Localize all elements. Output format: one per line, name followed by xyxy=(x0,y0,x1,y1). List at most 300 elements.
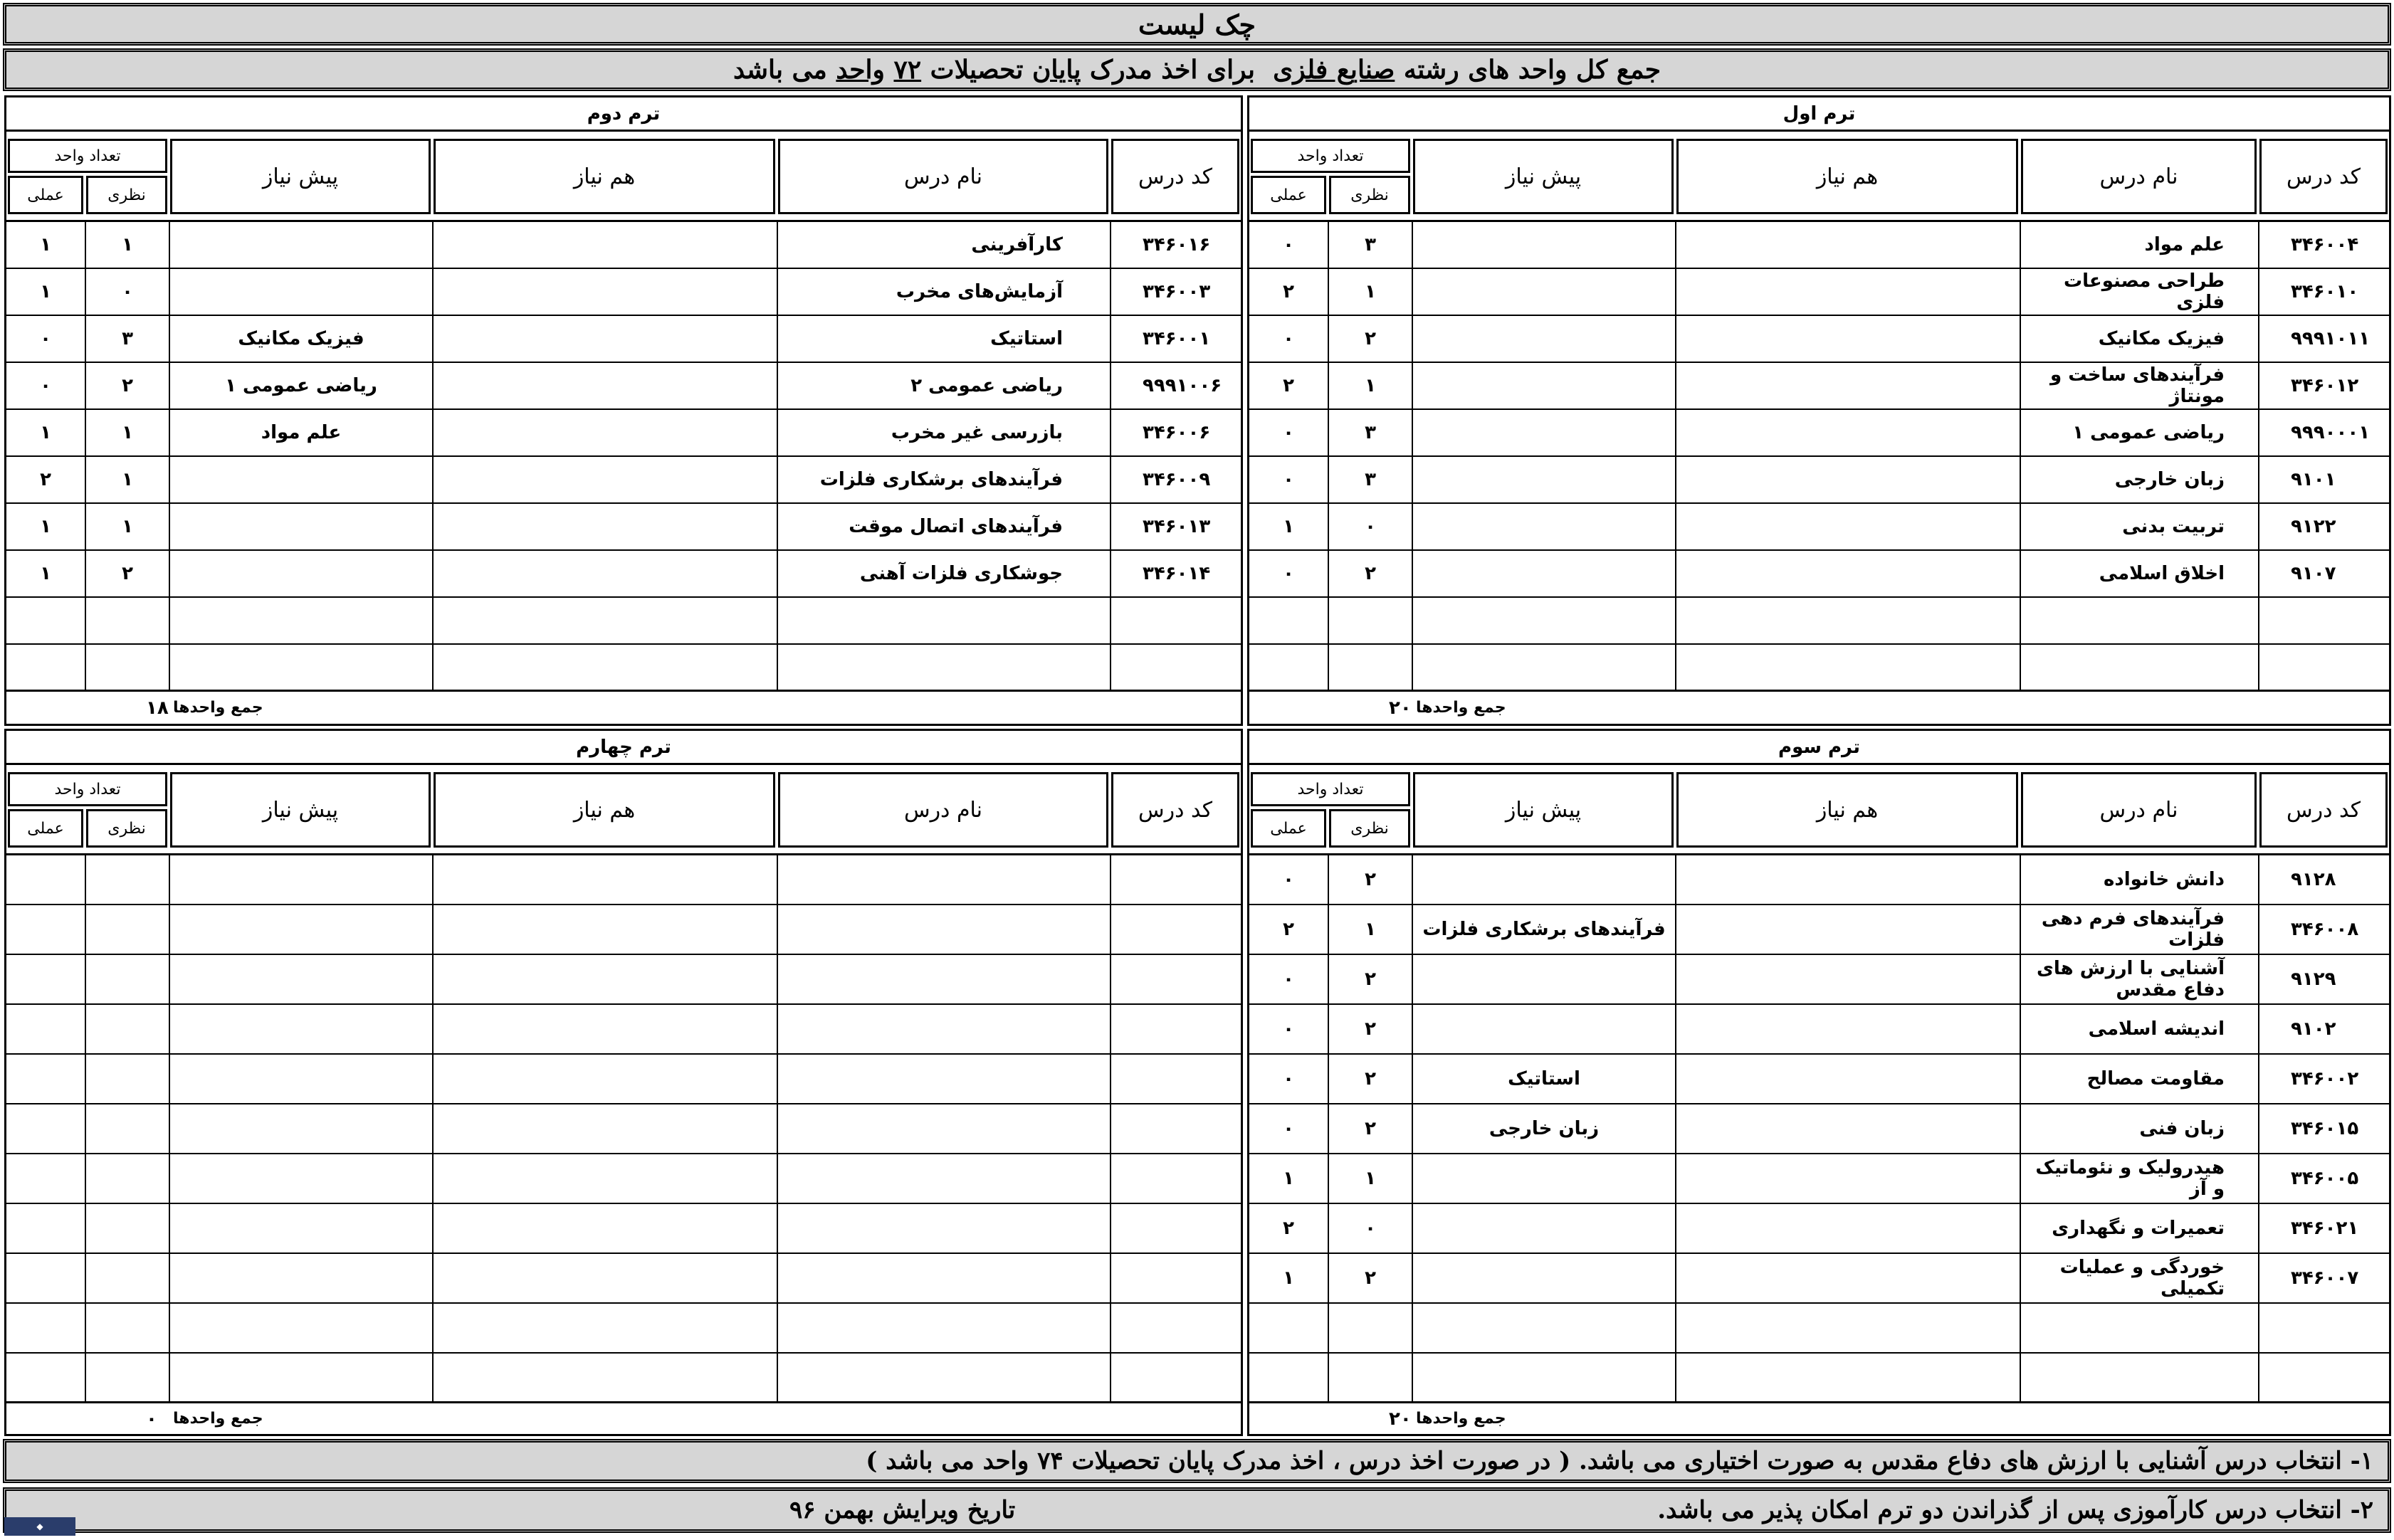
table-row xyxy=(1249,955,2389,1005)
table-row xyxy=(6,1354,1241,1403)
cell-name xyxy=(777,1354,1110,1402)
cell-theory: ۲ xyxy=(1328,1104,1412,1153)
table-row xyxy=(1249,1254,2389,1304)
total-value: ۰ xyxy=(146,1408,157,1430)
cell-theory xyxy=(85,1154,169,1203)
subtitle-pre: جمع کل واحد های رشته xyxy=(1403,55,1661,85)
cell-theory: ۰ xyxy=(1328,1204,1412,1252)
cell-prereq xyxy=(169,1204,432,1252)
cell-name xyxy=(777,1104,1110,1153)
total-value: ۲۰ xyxy=(1389,1408,1412,1430)
cell-code xyxy=(2258,1304,2389,1352)
cell-prereq xyxy=(1412,1254,1675,1302)
cell-name: فرآیندهای فرم دهی فلزات xyxy=(2020,905,2258,954)
table-row xyxy=(6,1104,1241,1154)
header-coreq: هم نیاز xyxy=(434,139,775,214)
table-row xyxy=(1249,855,2389,905)
subtitle-degree: پایان xyxy=(1031,55,1081,85)
cell-name xyxy=(777,1154,1110,1203)
table-row xyxy=(1249,457,2389,504)
cell-theory: ۰ xyxy=(85,269,169,315)
cell-prereq xyxy=(1412,316,1675,362)
cell-code xyxy=(1110,1304,1241,1352)
header-prereq: پیش نیاز xyxy=(1413,772,1674,848)
cell-prereq xyxy=(169,645,432,690)
cell-practical: ۰ xyxy=(1283,1018,1294,1040)
cell-name: تعمیرات و نگهداری xyxy=(2020,1204,2258,1252)
total-row xyxy=(6,690,1241,724)
cell-practical: ۰ xyxy=(1283,422,1294,443)
cell-theory: ۲ xyxy=(1328,316,1412,362)
cell-coreq xyxy=(432,1154,777,1203)
cell-practical xyxy=(1249,598,1328,643)
cell-prereq xyxy=(169,504,432,549)
subtitle-unit: واحد xyxy=(836,55,885,85)
note-bar-2 xyxy=(3,1487,2391,1533)
cell-coreq xyxy=(1675,457,2020,502)
cell-coreq xyxy=(1675,598,2020,643)
table-row xyxy=(6,955,1241,1005)
header-prereq: پیش نیاز xyxy=(170,139,431,214)
header-coreq: هم نیاز xyxy=(434,772,775,848)
cell-coreq xyxy=(1675,410,2020,455)
cell-coreq xyxy=(432,905,777,954)
cell-practical: ۲ xyxy=(40,469,51,490)
cell-practical: ۰ xyxy=(1283,469,1294,490)
cell-practical xyxy=(1249,1304,1328,1352)
cell-theory: ۱ xyxy=(85,457,169,502)
cell-prereq xyxy=(169,222,432,268)
cell-code: ۳۴۶۰۱۰ xyxy=(2258,269,2389,315)
cell-name xyxy=(2020,645,2258,690)
cell-coreq xyxy=(432,269,777,315)
table-row xyxy=(1249,504,2389,551)
cell-coreq xyxy=(432,1005,777,1053)
site-logo: ◆ xyxy=(4,1517,75,1536)
cell-name: آزمایش‌های مخرب xyxy=(777,269,1110,315)
cell-name xyxy=(777,1055,1110,1103)
cell-theory: ۲ xyxy=(1328,551,1412,596)
cell-prereq xyxy=(1412,1354,1675,1402)
table-row xyxy=(6,1304,1241,1354)
table-row xyxy=(6,269,1241,316)
cell-prereq xyxy=(1412,855,1675,904)
cell-name: علم مواد xyxy=(2020,222,2258,268)
cell-coreq xyxy=(432,316,777,362)
cell-name: هیدرولیک و نئوماتیک و آز xyxy=(2020,1154,2258,1203)
cell-code xyxy=(1110,1104,1241,1153)
cell-theory: ۳ xyxy=(1328,410,1412,455)
cell-code: ۹۱۰۷ xyxy=(2258,551,2389,596)
cell-theory: ۳ xyxy=(1328,457,1412,502)
cell-coreq xyxy=(1675,1154,2020,1203)
header-code: کد درس xyxy=(1111,139,1239,214)
total-label: جمع واحدها xyxy=(173,699,263,717)
cell-name xyxy=(2020,1354,2258,1402)
term-title: ترم دوم xyxy=(6,97,1241,132)
page-subtitle xyxy=(733,55,1661,85)
total-label: جمع واحدها xyxy=(1416,699,1506,717)
table-row xyxy=(1249,1005,2389,1055)
cell-theory xyxy=(1328,1304,1412,1352)
table-row xyxy=(1249,1204,2389,1254)
header-name: نام درس xyxy=(778,139,1108,214)
cell-practical: ۲ xyxy=(1283,1218,1294,1239)
cell-coreq xyxy=(432,855,777,904)
table-row xyxy=(1249,551,2389,598)
cell-name: دانش خانواده xyxy=(2020,855,2258,904)
cell-practical xyxy=(6,1204,85,1252)
cell-name: مقاومت مصالح xyxy=(2020,1055,2258,1103)
table-row xyxy=(1249,222,2389,269)
cell-prereq xyxy=(169,1304,432,1352)
cell-prereq xyxy=(169,1055,432,1103)
cell-prereq: استاتیک xyxy=(1412,1055,1675,1103)
cell-code: ۳۴۶۰۰۱ xyxy=(1110,316,1241,362)
cell-name: فرآیندهای ساخت و مونتاژ xyxy=(2020,363,2258,408)
title-bar xyxy=(3,3,2391,46)
cell-practical xyxy=(6,905,85,954)
cell-name xyxy=(777,955,1110,1003)
subtitle-mid: برای اخذ مدرک xyxy=(1089,55,1255,85)
header-practical: عملی xyxy=(1251,809,1326,848)
cell-practical xyxy=(6,1354,85,1402)
cell-theory xyxy=(85,1304,169,1352)
term-table xyxy=(1249,853,2389,1401)
cell-theory xyxy=(85,905,169,954)
cell-theory: ۱ xyxy=(1328,269,1412,315)
cell-theory: ۲ xyxy=(1328,1055,1412,1103)
cell-prereq xyxy=(169,551,432,596)
cell-code: ۹۹۹۱۰۱۱ xyxy=(2258,316,2389,362)
cell-theory: ۱ xyxy=(1328,363,1412,408)
cell-coreq xyxy=(432,410,777,455)
cell-theory xyxy=(85,598,169,643)
cell-code: ۳۴۶۰۰۶ xyxy=(1110,410,1241,455)
cell-coreq xyxy=(1675,645,2020,690)
term-section xyxy=(1247,729,2391,1436)
cell-theory xyxy=(85,1005,169,1053)
table-row xyxy=(1249,1354,2389,1403)
table-row xyxy=(1249,1304,2389,1354)
term-section xyxy=(4,95,1243,726)
cell-code: ۹۱۰۱ xyxy=(2258,457,2389,502)
cell-prereq xyxy=(169,855,432,904)
table-row xyxy=(1249,905,2389,955)
cell-name xyxy=(777,645,1110,690)
cell-name: آشنایی با ارزش های دفاع مقدس xyxy=(2020,955,2258,1003)
cell-coreq xyxy=(432,504,777,549)
cell-prereq xyxy=(1412,1154,1675,1203)
cell-practical: ۰ xyxy=(1283,1118,1294,1139)
cell-prereq: زبان خارجی xyxy=(1412,1104,1675,1153)
table-row xyxy=(6,1005,1241,1055)
table-row xyxy=(1249,1154,2389,1204)
cell-practical: ۱ xyxy=(1283,1267,1294,1289)
cell-prereq xyxy=(169,1154,432,1203)
cell-practical: ۰ xyxy=(1283,563,1294,584)
cell-name: فرآیندهای برشکاری فلزات xyxy=(777,457,1110,502)
cell-prereq xyxy=(169,1104,432,1153)
cell-prereq xyxy=(169,1005,432,1053)
cell-prereq: علم مواد xyxy=(169,410,432,455)
cell-prereq xyxy=(1412,955,1675,1003)
cell-prereq xyxy=(1412,645,1675,690)
cell-name xyxy=(2020,598,2258,643)
cell-code: ۳۴۶۰۰۵ xyxy=(2258,1154,2389,1203)
header-coreq: هم نیاز xyxy=(1676,772,2018,848)
cell-practical: ۱ xyxy=(1283,516,1294,537)
cell-prereq: فرآیندهای برشکاری فلزات xyxy=(1412,905,1675,954)
total-row xyxy=(6,1401,1241,1434)
table-row xyxy=(1249,363,2389,410)
total-row xyxy=(1249,690,2389,724)
cell-code: ۹۱۰۲ xyxy=(2258,1005,2389,1053)
cell-name xyxy=(777,1304,1110,1352)
cell-code: ۳۴۶۰۱۴ xyxy=(1110,551,1241,596)
subtitle-num: ۷۲ xyxy=(893,55,922,85)
note-2: ۲- انتخاب درس کارآموزی پس از گذراندن دو ترم امکان پذیر می باشد. xyxy=(1657,1496,2373,1524)
header-code: کد درس xyxy=(2259,139,2388,214)
cell-name xyxy=(2020,1304,2258,1352)
cell-prereq xyxy=(169,269,432,315)
note-1: ۱- انتخاب درس آشنایی با ارزش های دفاع مقدس به صورت اختیاری می باشد. ( در صورت اخذ درس ، اخذ مدرک پایان تحصیلات ۷۴ واحد می باشد ) xyxy=(866,1447,2373,1475)
header-name: نام درس xyxy=(778,772,1108,848)
cell-code xyxy=(1110,1254,1241,1302)
cell-name xyxy=(777,1204,1110,1252)
cell-coreq xyxy=(1675,855,2020,904)
cell-prereq xyxy=(1412,269,1675,315)
cell-name xyxy=(777,1005,1110,1053)
table-row xyxy=(6,222,1241,269)
cell-theory xyxy=(85,1354,169,1402)
cell-coreq xyxy=(1675,504,2020,549)
cell-prereq xyxy=(1412,551,1675,596)
cell-prereq xyxy=(169,905,432,954)
cell-code xyxy=(1110,598,1241,643)
header-code: کد درس xyxy=(1111,772,1239,848)
cell-practical: ۱ xyxy=(40,563,51,584)
cell-name: کارآفرینی xyxy=(777,222,1110,268)
cell-coreq xyxy=(1675,1354,2020,1402)
cell-code xyxy=(1110,1154,1241,1203)
header-theory: نظری xyxy=(1329,809,1410,848)
cell-practical xyxy=(6,1104,85,1153)
cell-code xyxy=(1110,1005,1241,1053)
cell-name: بازرسی غیر مخرب xyxy=(777,410,1110,455)
cell-coreq xyxy=(432,363,777,408)
cell-code: ۳۴۶۰۱۶ xyxy=(1110,222,1241,268)
cell-name xyxy=(777,855,1110,904)
header-units: تعداد واحد xyxy=(1251,139,1410,173)
cell-theory xyxy=(85,1104,169,1153)
table-row xyxy=(1249,1104,2389,1154)
term-table xyxy=(6,220,1241,690)
cell-theory xyxy=(85,955,169,1003)
cell-code xyxy=(1110,1204,1241,1252)
term-table xyxy=(6,853,1241,1401)
header-prereq: پیش نیاز xyxy=(170,772,431,848)
cell-name: جوشکاری فلزات آهنی xyxy=(777,551,1110,596)
table-row xyxy=(6,551,1241,598)
header-units: تعداد واحد xyxy=(8,772,167,806)
cell-theory: ۱ xyxy=(1328,1154,1412,1203)
cell-practical xyxy=(6,1254,85,1302)
cell-code: ۹۱۲۹ xyxy=(2258,955,2389,1003)
term-title: ترم چهارم xyxy=(6,731,1241,765)
cell-name: ریاضی عمومی ۱ xyxy=(2020,410,2258,455)
header-units: تعداد واحد xyxy=(1251,772,1410,806)
cell-prereq xyxy=(1412,598,1675,643)
header-theory: نظری xyxy=(86,809,167,848)
cell-coreq xyxy=(1675,1204,2020,1252)
cell-coreq xyxy=(1675,1055,2020,1103)
cell-prereq xyxy=(1412,363,1675,408)
cell-code xyxy=(1110,1354,1241,1402)
header-coreq: هم نیاز xyxy=(1676,139,2018,214)
subtitle-field: صنایع فلزی xyxy=(1273,55,1395,85)
page-title: چک لیست xyxy=(1138,8,1256,41)
cell-code xyxy=(2258,1354,2389,1402)
table-row xyxy=(6,645,1241,692)
table-row xyxy=(1249,645,2389,692)
cell-theory: ۱ xyxy=(85,504,169,549)
cell-prereq xyxy=(1412,222,1675,268)
cell-name: خوردگی و عملیات تکمیلی xyxy=(2020,1254,2258,1302)
cell-name xyxy=(777,598,1110,643)
cell-code xyxy=(1110,1055,1241,1103)
total-label: جمع واحدها xyxy=(1416,1410,1506,1428)
cell-code xyxy=(1110,955,1241,1003)
term-table xyxy=(1249,220,2389,690)
cell-practical: ۰ xyxy=(1283,328,1294,349)
cell-theory: ۲ xyxy=(1328,1005,1412,1053)
table-row xyxy=(6,363,1241,410)
cell-coreq xyxy=(432,222,777,268)
cell-code: ۳۴۶۰۱۵ xyxy=(2258,1104,2389,1153)
cell-code xyxy=(1110,855,1241,904)
cell-coreq xyxy=(432,1204,777,1252)
cell-practical: ۰ xyxy=(40,328,51,349)
cell-practical: ۰ xyxy=(1283,234,1294,255)
cell-practical xyxy=(6,1005,85,1053)
header-theory: نظری xyxy=(86,176,167,214)
cell-name: ریاضی عمومی ۲ xyxy=(777,363,1110,408)
cell-coreq xyxy=(1675,222,2020,268)
cell-theory: ۱ xyxy=(85,410,169,455)
cell-practical: ۱ xyxy=(40,234,51,255)
cell-prereq: فیزیک مکانیک xyxy=(169,316,432,362)
cell-coreq xyxy=(432,955,777,1003)
cell-name: استاتیک xyxy=(777,316,1110,362)
cell-name: فرآیندهای اتصال موقت xyxy=(777,504,1110,549)
cell-practical xyxy=(6,1304,85,1352)
cell-prereq xyxy=(169,598,432,643)
table-row xyxy=(6,1154,1241,1204)
cell-theory xyxy=(85,645,169,690)
term-title: ترم سوم xyxy=(1249,731,2389,765)
cell-theory: ۲ xyxy=(1328,955,1412,1003)
cell-code: ۹۹۹۱۰۰۶ xyxy=(1110,363,1241,408)
cell-prereq xyxy=(1412,504,1675,549)
cell-practical: ۲ xyxy=(1283,375,1294,396)
table-row xyxy=(6,905,1241,955)
cell-code: ۳۴۶۰۰۳ xyxy=(1110,269,1241,315)
cell-coreq xyxy=(1675,1254,2020,1302)
cell-prereq xyxy=(1412,1304,1675,1352)
cell-code: ۳۴۶۰۰۲ xyxy=(2258,1055,2389,1103)
header-prereq: پیش نیاز xyxy=(1413,139,1674,214)
cell-coreq xyxy=(1675,1104,2020,1153)
cell-coreq xyxy=(1675,1304,2020,1352)
cell-theory: ۲ xyxy=(1328,855,1412,904)
term-section xyxy=(1247,95,2391,726)
cell-code: ۹۹۹۰۰۰۱ xyxy=(2258,410,2389,455)
table-row xyxy=(6,410,1241,457)
cell-practical: ۰ xyxy=(40,375,51,396)
cell-prereq xyxy=(169,1354,432,1402)
table-row xyxy=(6,1254,1241,1304)
cell-coreq xyxy=(432,1304,777,1352)
cell-theory: ۲ xyxy=(85,363,169,408)
cell-practical: ۱ xyxy=(1283,1168,1294,1189)
total-label: جمع واحدها xyxy=(173,1410,263,1428)
table-row xyxy=(6,316,1241,363)
header-practical: عملی xyxy=(8,176,83,214)
cell-name: طراحی مصنوعات فلزی xyxy=(2020,269,2258,315)
cell-name: تربیت بدنی xyxy=(2020,504,2258,549)
cell-practical: ۰ xyxy=(1283,869,1294,890)
cell-theory xyxy=(85,1055,169,1103)
cell-name: اخلاق اسلامی xyxy=(2020,551,2258,596)
header-code: کد درس xyxy=(2259,772,2388,848)
total-row xyxy=(1249,1401,2389,1434)
cell-practical: ۰ xyxy=(1283,969,1294,990)
cell-prereq xyxy=(1412,1005,1675,1053)
header-practical: عملی xyxy=(8,809,83,848)
cell-code: ۹۱۲۲ xyxy=(2258,504,2389,549)
subtitle-mid2: تحصیلات xyxy=(930,55,1024,85)
cell-name: زبان فنی xyxy=(2020,1104,2258,1153)
cell-practical: ۲ xyxy=(1283,281,1294,302)
cell-practical xyxy=(6,645,85,690)
cell-code xyxy=(2258,598,2389,643)
cell-code xyxy=(1110,645,1241,690)
cell-theory xyxy=(85,1204,169,1252)
header-name: نام درس xyxy=(2021,139,2257,214)
table-row xyxy=(6,1204,1241,1254)
cell-prereq xyxy=(169,1254,432,1302)
table-row xyxy=(6,504,1241,551)
table-row xyxy=(6,1055,1241,1104)
table-row xyxy=(1249,598,2389,645)
cell-code: ۳۴۶۰۱۲ xyxy=(2258,363,2389,408)
header-name: نام درس xyxy=(2021,772,2257,848)
cell-practical xyxy=(1249,645,1328,690)
cell-coreq xyxy=(432,598,777,643)
header-units: تعداد واحد xyxy=(8,139,167,173)
cell-coreq xyxy=(1675,363,2020,408)
cell-coreq xyxy=(432,1104,777,1153)
table-row xyxy=(1249,269,2389,316)
cell-practical xyxy=(6,955,85,1003)
header-theory: نظری xyxy=(1329,176,1410,214)
subtitle-end: می باشد xyxy=(733,55,827,85)
cell-prereq xyxy=(1412,1204,1675,1252)
note-bar-1 xyxy=(3,1439,2391,1483)
cell-name: اندیشه اسلامی xyxy=(2020,1005,2258,1053)
cell-coreq xyxy=(1675,316,2020,362)
